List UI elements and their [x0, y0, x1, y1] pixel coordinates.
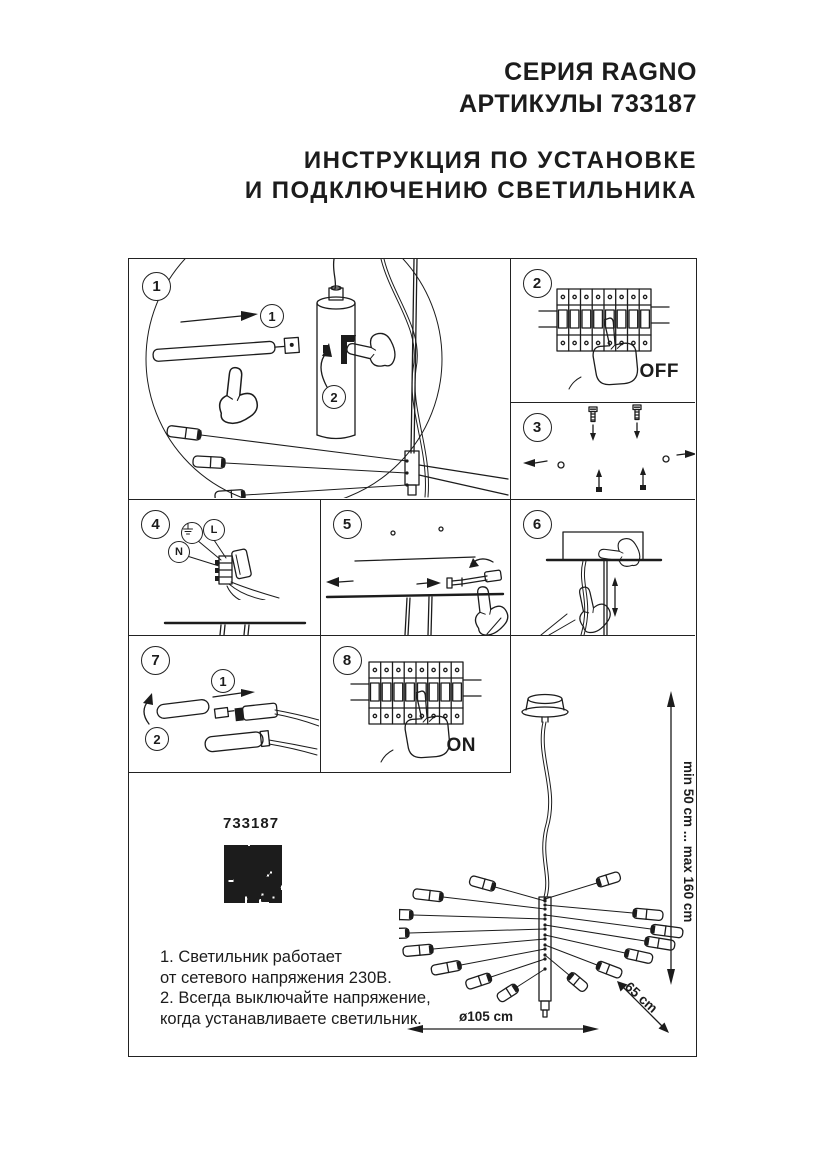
- instruction-title-line1: ИНСТРУКЦИЯ ПО УСТАНОВКЕ: [303, 147, 697, 174]
- note-line: 2. Всегда выключайте напряжение,: [160, 989, 431, 1007]
- series-title: СЕРИЯ RAGNO: [504, 58, 697, 86]
- switch-state-label: ON: [446, 735, 476, 756]
- note-line: от сетевого напряжения 230В.: [160, 968, 392, 987]
- panel-number: 5: [333, 510, 362, 539]
- safety-notes: [160, 947, 431, 1029]
- panel-number: 7: [141, 646, 170, 675]
- panel-number: 8: [333, 646, 362, 675]
- note-line: когда устанавливаете светильник.: [160, 1009, 422, 1028]
- earth-terminal-icon: [181, 522, 203, 544]
- diameter-dimension-label: ø105 cm: [459, 1009, 514, 1024]
- panel-3-mounting-bracket: [511, 403, 695, 500]
- panel-number: 6: [523, 510, 552, 539]
- height-dimension-label: min 50 cm ... max 160 cm: [681, 761, 696, 923]
- step-number: 2: [145, 727, 169, 751]
- step-number: 2: [322, 385, 346, 409]
- panel-4-wiring: [129, 500, 321, 637]
- note-line: 1. Светильник работает: [160, 948, 342, 966]
- panel-1-attach-rods: [129, 259, 511, 500]
- article-title: АРТИКУЛЫ 733187: [458, 90, 697, 118]
- qr-code-image: [224, 845, 282, 903]
- panel-7-tube-assembly: [129, 636, 321, 773]
- panel-5-canopy-fixing: [321, 500, 511, 637]
- panel-6-height-adjustment: [511, 500, 695, 637]
- instruction-grid: [128, 258, 697, 1057]
- switch-state-label: OFF: [639, 361, 679, 382]
- live-terminal-label: L: [203, 519, 225, 541]
- instruction-title-line2: И ПОДКЛЮЧЕНИЮ СВЕТИЛЬНИКА: [244, 177, 697, 204]
- depth-dimension-label: 65 cm: [621, 979, 661, 1016]
- header: [245, 56, 697, 206]
- rod-insertion-illustration: [129, 259, 509, 498]
- earth-ground-icon: [182, 523, 194, 535]
- product-article: 733187: [223, 815, 280, 832]
- neutral-terminal-label: N: [168, 541, 190, 563]
- panel-number: 3: [523, 413, 552, 442]
- dimension-drawing: [399, 633, 695, 1055]
- qr-code: [224, 845, 282, 903]
- panel-number: 1: [142, 272, 171, 301]
- panel-number: 4: [141, 510, 170, 539]
- step-number: 1: [260, 304, 284, 328]
- step-number: 1: [211, 669, 235, 693]
- panel-number: 2: [523, 269, 552, 298]
- chandelier-illustration: [399, 633, 695, 1055]
- panel-2-power-off: [511, 259, 695, 403]
